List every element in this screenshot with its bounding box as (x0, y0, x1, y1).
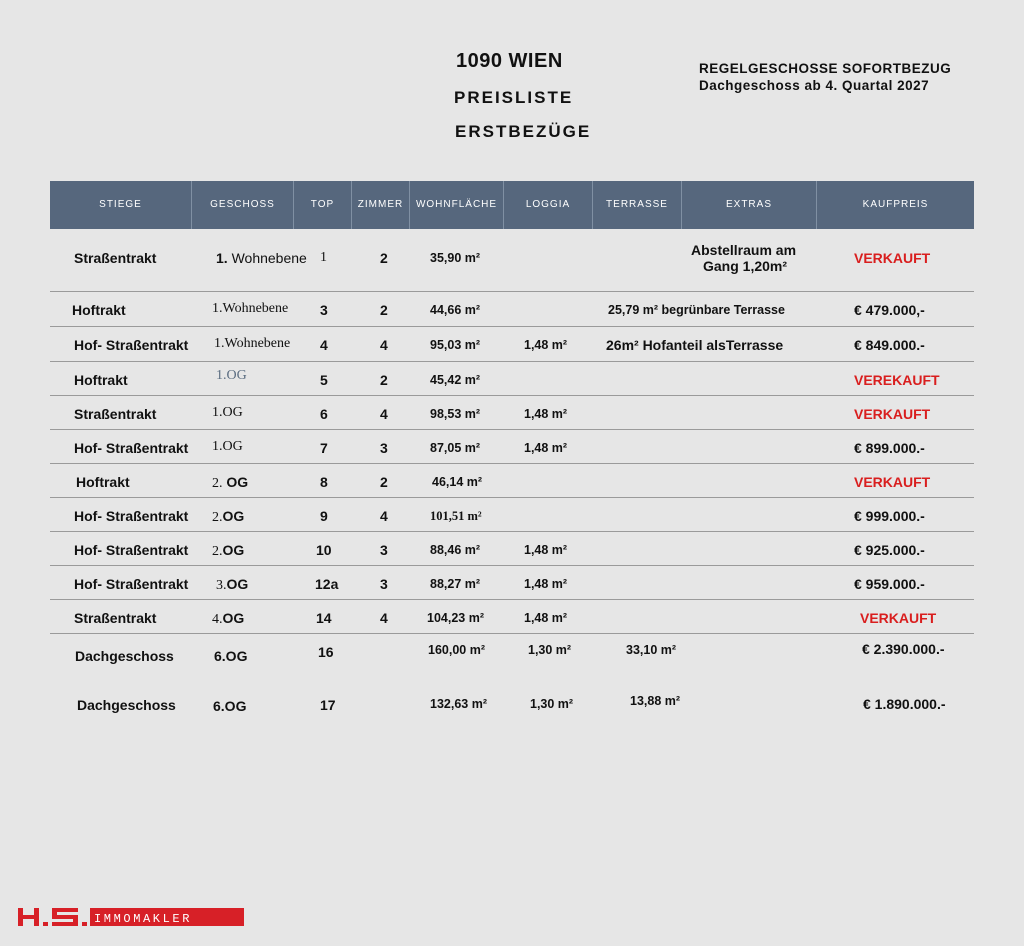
table-row (50, 229, 974, 292)
table-row (50, 463, 974, 498)
cell-kaufpreis: € 1.890.000.- (863, 696, 946, 712)
hs-immomakler-logo (18, 905, 246, 929)
cell-loggia: 1,48 m² (524, 577, 568, 591)
table-row (50, 326, 974, 362)
cell-stiege: Hof- Straßentrakt (74, 337, 189, 353)
cell-top: 16 (318, 644, 334, 660)
page-title: 1090 WIEN (456, 50, 563, 72)
cell-top: 1 (320, 250, 327, 265)
cell-geschoss: 6.OG (213, 698, 247, 714)
page-subtitle-preisliste: PREISLISTE (454, 88, 574, 107)
cell-geschoss-label: OG (222, 610, 245, 626)
table-row (50, 685, 974, 725)
cell-top: 12a (315, 576, 339, 592)
cell-stiege: Straßentrakt (74, 406, 157, 422)
cell-wohnflaeche: 132,63 m² (430, 697, 487, 711)
cell-loggia: 1,48 m² (524, 338, 568, 352)
cell-top: 8 (320, 474, 328, 490)
cell-wohnflaeche: 104,23 m² (427, 611, 484, 625)
cell-top: 3 (320, 302, 328, 318)
cell-zimmer: 2 (380, 372, 388, 388)
logo-tagline: IMMOMAKLER (94, 912, 193, 926)
cell-top: 17 (320, 697, 336, 713)
cell-terrasse: 25,79 m² begrünbare Terrasse (608, 303, 785, 317)
cell-zimmer: 3 (380, 542, 388, 558)
cell-loggia: 1,48 m² (524, 441, 568, 455)
cell-kaufpreis: € 2.390.000.- (862, 641, 945, 657)
cell-kaufpreis: VERKAUFT (854, 406, 931, 422)
cell-stiege: Hoftrakt (72, 302, 126, 318)
col-header-kaufpreis: KAUFPREIS (862, 199, 929, 210)
cell-wohnflaeche: 87,05 m² (430, 441, 481, 455)
cell-geschoss: 1.OG (212, 439, 243, 454)
cell-stiege: Straßentrakt (74, 610, 157, 626)
cell-top: 14 (316, 610, 332, 626)
cell-geschoss (212, 542, 244, 560)
cell-geschoss-label: OG (222, 542, 245, 558)
cell-kaufpreis: € 959.000.- (854, 576, 925, 592)
cell-wohnflaeche: 88,46 m² (430, 543, 481, 557)
cell-loggia: 1,48 m² (524, 611, 568, 625)
cell-top: 7 (320, 440, 328, 456)
cell-kaufpreis: € 925.000.- (854, 542, 925, 558)
table-row (50, 531, 974, 566)
cell-geschoss-label: Wohnebene (227, 250, 307, 266)
cell-kaufpreis: VERKAUFT (854, 250, 931, 266)
cell-zimmer: 3 (380, 440, 388, 456)
col-header-terrasse: TERRASSE (593, 181, 682, 229)
cell-terrasse: 33,10 m² (626, 643, 677, 657)
cell-geschoss-number: 3. (216, 578, 227, 593)
cell-geschoss-number: 4. (212, 612, 223, 627)
cell-stiege: Hof- Straßentrakt (74, 576, 189, 592)
cell-geschoss: 1.OG (212, 405, 243, 420)
col-header-top: TOP (294, 181, 352, 229)
cell-extras-line1: Abstellraum am (691, 242, 797, 258)
cell-geschoss-number: 2. (212, 510, 223, 525)
cell-geschoss-number: 2. (212, 544, 223, 559)
table-row (50, 599, 974, 634)
cell-stiege: Hof- Straßentrakt (74, 508, 189, 524)
cell-stiege: Hoftrakt (76, 474, 130, 490)
table-header (50, 181, 974, 229)
availability-note-line1: REGELGESCHOSSE SOFORTBEZUG (699, 61, 952, 76)
table-row (50, 291, 974, 327)
cell-extras-line2: Gang 1,20m² (703, 258, 788, 274)
cell-terrasse: 26m² Hofanteil alsTerrasse (606, 337, 784, 353)
cell-top: 9 (320, 508, 328, 524)
table-row (50, 633, 974, 685)
cell-loggia: 1,48 m² (524, 407, 568, 421)
cell-kaufpreis: € 899.000.- (854, 440, 925, 456)
availability-note-line2: Dachgeschoss ab 4. Quartal 2027 (699, 78, 930, 93)
cell-top: 5 (320, 372, 328, 388)
cell-zimmer: 4 (380, 406, 388, 422)
cell-kaufpreis: € 849.000.- (854, 337, 925, 353)
cell-geschoss: 1.Wohnebene (214, 336, 291, 351)
cell-top: 4 (320, 337, 328, 353)
table-row (50, 565, 974, 600)
cell-wohnflaeche: 101,51 m² (430, 509, 482, 523)
cell-wohnflaeche: 98,53 m² (430, 407, 481, 421)
cell-loggia: 1,48 m² (524, 543, 568, 557)
cell-geschoss-number: 1. (216, 250, 228, 266)
cell-geschoss-label: OG (222, 508, 245, 524)
cell-kaufpreis: VEREKAUFT (854, 372, 940, 388)
cell-kaufpreis: € 479.000,- (854, 302, 925, 318)
cell-stiege: Hof- Straßentrakt (74, 542, 189, 558)
cell-zimmer: 2 (380, 250, 388, 266)
table-row (50, 497, 974, 532)
cell-zimmer: 2 (380, 474, 388, 490)
cell-geschoss-number: 2. (212, 476, 223, 491)
cell-wohnflaeche: 35,90 m² (430, 251, 481, 265)
cell-stiege: Straßentrakt (74, 250, 157, 266)
cell-geschoss: 1.Wohnebene (212, 301, 289, 316)
table-row (50, 429, 974, 464)
cell-stiege: Dachgeschoss (75, 648, 174, 664)
col-header-loggia: LOGGIA (504, 181, 593, 229)
cell-wohnflaeche: 45,42 m² (430, 373, 481, 387)
availability-note (699, 60, 951, 94)
cell-zimmer: 4 (380, 610, 388, 626)
cell-wohnflaeche: 88,27 m² (430, 577, 481, 591)
cell-zimmer: 4 (380, 337, 388, 353)
cell-stiege: Dachgeschoss (77, 697, 176, 713)
cell-kaufpreis: VERKAUFT (854, 474, 931, 490)
cell-geschoss-label: OG (226, 576, 249, 592)
table-row (50, 361, 974, 396)
cell-zimmer: 4 (380, 508, 388, 524)
cell-kaufpreis: VERKAUFT (860, 610, 937, 626)
col-header-zimmer: ZIMMER (352, 181, 410, 229)
cell-top: 10 (316, 542, 332, 558)
cell-geschoss: 1.OG (216, 368, 247, 383)
cell-zimmer: 2 (380, 302, 388, 318)
cell-geschoss (212, 474, 248, 492)
cell-top: 6 (320, 406, 328, 422)
cell-loggia: 1,30 m² (528, 643, 572, 657)
cell-kaufpreis: € 999.000.- (854, 508, 925, 524)
cell-terrasse: 13,88 m² (630, 694, 681, 708)
cell-geschoss (216, 250, 307, 266)
cell-wohnflaeche: 46,14 m² (432, 475, 483, 489)
cell-wohnflaeche: 160,00 m² (428, 643, 485, 657)
cell-geschoss (212, 508, 244, 526)
cell-geschoss-label: OG (222, 474, 249, 490)
col-header-extras: EXTRAS (682, 181, 817, 229)
cell-geschoss (212, 610, 244, 628)
cell-zimmer: 3 (380, 576, 388, 592)
cell-stiege: Hof- Straßentrakt (74, 440, 189, 456)
cell-loggia: 1,30 m² (530, 697, 574, 711)
cell-wohnflaeche: 95,03 m² (430, 338, 481, 352)
col-header-geschoss: GESCHOSS (192, 181, 294, 229)
cell-wohnflaeche: 44,66 m² (430, 303, 481, 317)
cell-stiege: Hoftrakt (74, 372, 128, 388)
cell-geschoss: 6.OG (214, 648, 248, 664)
page-subtitle-erstbezuege: ERSTBEZÜGE (455, 122, 592, 141)
col-header-stiege: STIEGE (50, 181, 192, 229)
col-header-wohnflaeche: WOHNFLÄCHE (410, 181, 504, 229)
price-table (50, 181, 974, 714)
cell-geschoss (216, 576, 248, 594)
table-row (50, 395, 974, 430)
